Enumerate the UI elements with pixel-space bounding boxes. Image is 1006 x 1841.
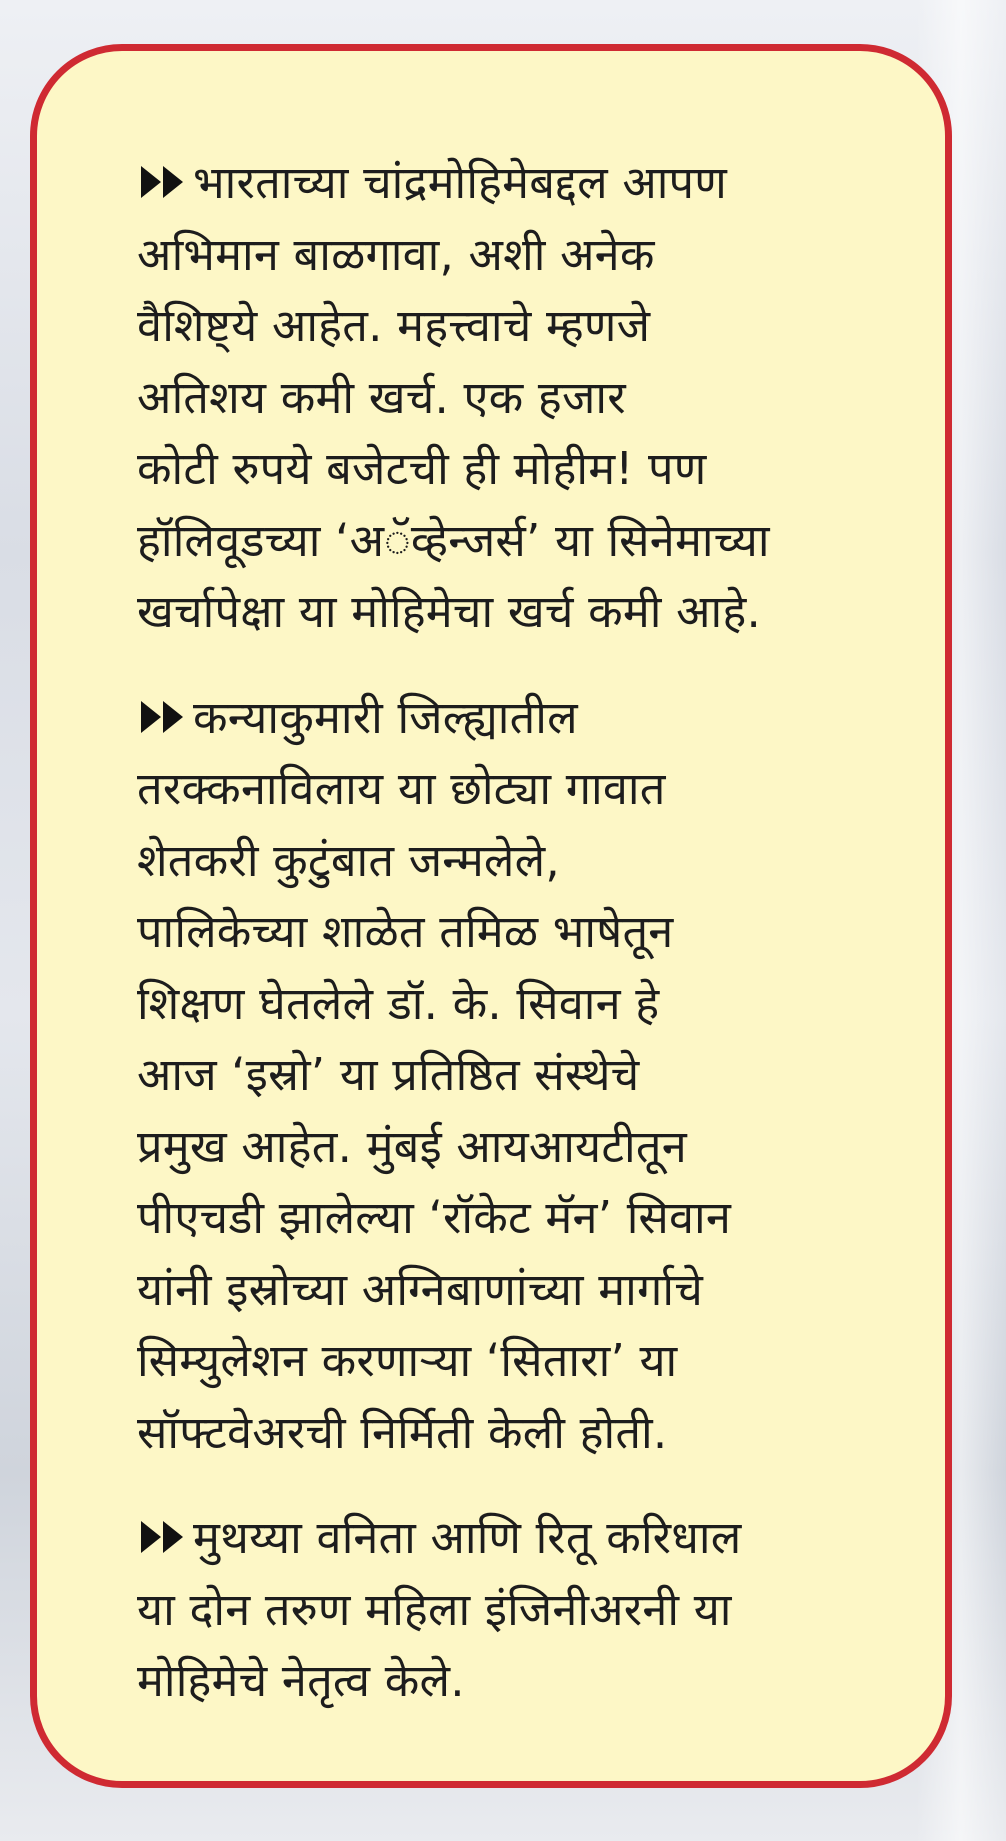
text-line: अभिमान बाळगावा, अशी अनेक [137,227,655,281]
text-line: वैशिष्ट्ये आहेत. महत्त्वाचे म्हणजे [137,299,651,352]
text-line: पीएचडी झालेल्या ‘रॉकेट मॅन’ सिवान [137,1191,732,1244]
info-card [30,44,952,1788]
text-line: मुथय्या वनिता आणि रितू करिधाल [137,1502,885,1574]
text-line: तरक्कनाविलाय या छोट्या गावात [137,762,666,815]
double-triangle-bullet-icon [137,162,191,202]
text-line: कोटी रुपये बजेटची ही मोहीम! पण [137,442,707,495]
double-triangle-bullet-icon [137,697,191,737]
text-line: हॉलिवूडच्या ‘अॅव्हेन्जर्स’ या सिनेमाच्या [137,513,770,567]
text-line: शेतकरी कुटुंबात जन्मलेले, [137,833,560,887]
text-line: शिक्षण घेतलेले डॉ. के. सिवान हे [137,976,660,1030]
paragraph-dr-sivan [137,682,885,1469]
text-line: यांनी इस्रोच्या अग्निबाणांच्या मार्गाचे [137,1262,703,1316]
paragraph-chandrayaan-pride [137,147,885,648]
text-line: पालिकेच्या शाळेत तमिळ भाषेतून [137,905,674,958]
text-line: सिम्युलेशन करणाऱ्या ‘सितारा’ या [137,1334,678,1387]
text-line: कन्याकुमारी जिल्ह्यातील [137,682,885,754]
text-line: मोहिमेचे नेतृत्व केले. [137,1654,465,1707]
text-line: सॉफ्टवेअरची निर्मिती केली होती. [137,1405,668,1459]
text-line: प्रमुख आहेत. मुंबई आयआयटीतून [137,1119,687,1173]
double-triangle-bullet-icon [137,1517,191,1557]
text-line: भारताच्या चांद्रमोहिमेबद्दल आपण [137,147,885,219]
paragraph-women-engineers [137,1502,885,1717]
text-line: खर्चापेक्षा या मोहिमेचा खर्च कमी आहे. [137,585,761,638]
text-line: या दोन तरुण महिला इंजिनीअरनी या [137,1582,732,1636]
text-line: आज ‘इस्रो’ या प्रतिष्ठित संस्थेचे [137,1048,640,1101]
text-line: अतिशय कमी खर्च. एक हजार [137,370,626,424]
